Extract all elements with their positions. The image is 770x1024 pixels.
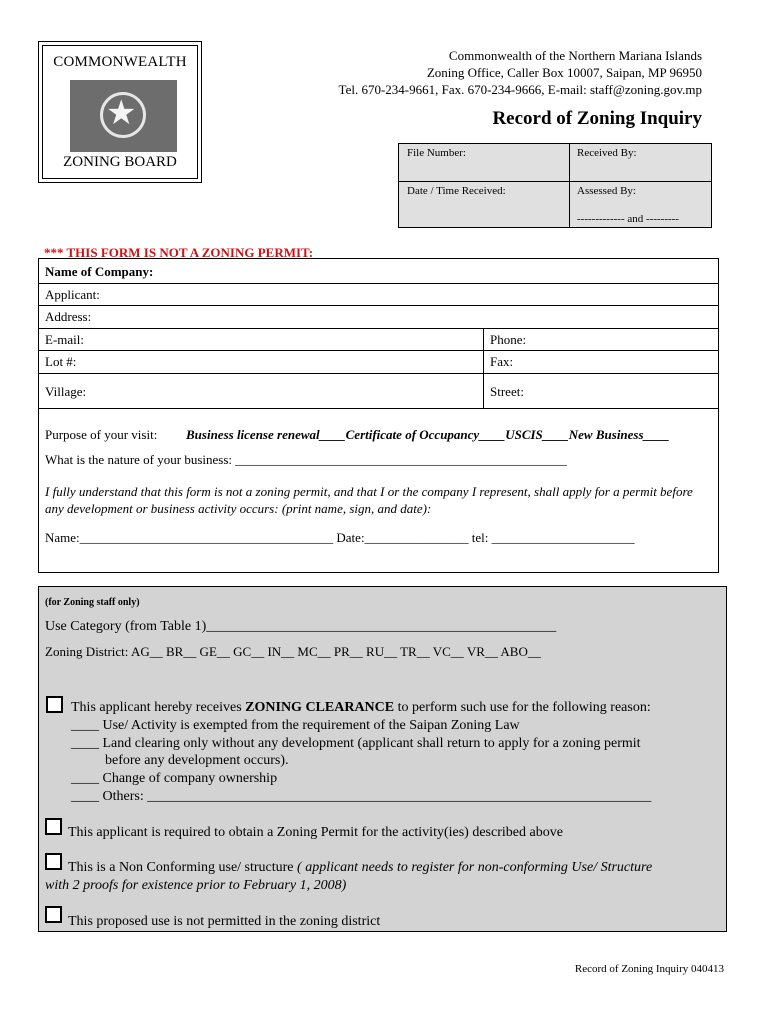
lot-field[interactable]: Lot #: bbox=[45, 354, 77, 369]
permit-required-text: This applicant is required to obtain a Zoning Permit for the activity(ies) described above bbox=[68, 825, 563, 840]
reason-exempted[interactable]: ____ Use/ Activity is exempted from the requirement of the Saipan Zoning Law bbox=[71, 718, 520, 733]
logo-line-2: ZONING BOARD bbox=[63, 154, 177, 170]
village-field[interactable]: Village: bbox=[45, 384, 87, 399]
use-category-field[interactable]: Use Category (from Table 1)__________________________________________________ bbox=[45, 619, 557, 634]
applicant-section bbox=[38, 258, 719, 573]
nonconforming-text: This is a Non Conforming use/ structure ( applicant needs to register for non-conforming Use/ Structure bbox=[68, 860, 653, 875]
nonconforming-checkbox[interactable] bbox=[45, 853, 62, 870]
logo-flag bbox=[70, 80, 177, 152]
zoning-board-logo bbox=[38, 41, 202, 183]
assessed-by-label: Assessed By: bbox=[577, 185, 636, 197]
nonconforming-text-cont: with 2 proofs for existence prior to February 1, 2008) bbox=[45, 878, 347, 893]
purpose-label: Purpose of your visit: bbox=[45, 427, 158, 442]
not-a-permit-warning: *** THIS FORM IS NOT A ZONING PERMIT: bbox=[44, 245, 314, 260]
acknowledgement-statement: I fully understand that this form is not a zoning permit, and that I or the company I represent, shall apply for a permit before any development or business activity occurs: (print name, sign, and date): bbox=[45, 484, 693, 516]
reason-land-clearing[interactable]: ____ Land clearing only without any development (applicant shall return to apply for a zoning permit bbox=[71, 736, 641, 751]
zoning-staff-section bbox=[38, 586, 727, 932]
file-number-label: File Number: bbox=[407, 147, 466, 159]
company-name-field[interactable]: Name of Company: bbox=[45, 264, 154, 279]
permit-required-checkbox[interactable] bbox=[45, 818, 62, 835]
header-line-3: Tel. 670-234-9661, Fax. 670-234-9666, E-mail: staff@zoning.gov.mp bbox=[338, 82, 702, 97]
header-line-1: Commonwealth of the Northern Mariana Islands bbox=[448, 48, 702, 63]
reason-ownership-change[interactable]: ____ Change of company ownership bbox=[71, 771, 278, 786]
email-field[interactable]: E-mail: bbox=[45, 332, 84, 347]
received-by-label: Received By: bbox=[577, 147, 637, 159]
reason-others[interactable]: ____ Others: ________________________________________________________________________ bbox=[71, 789, 652, 804]
street-field[interactable]: Street: bbox=[490, 384, 524, 399]
name-date-tel-line[interactable]: Name:_______________________________________ Date:________________ tel: ______________________ bbox=[45, 530, 635, 545]
business-nature-field[interactable]: What is the nature of your business: ___________________________________________________ bbox=[45, 452, 567, 467]
purpose-options[interactable]: Business license renewal____Certificate of Occupancy____USCIS____New Business____ bbox=[186, 427, 670, 442]
fax-field[interactable]: Fax: bbox=[490, 354, 514, 369]
not-permitted-text: This proposed use is not permitted in the zoning district bbox=[68, 914, 381, 929]
zoning-clearance-checkbox[interactable] bbox=[46, 696, 63, 713]
date-time-received-label: Date / Time Received: bbox=[407, 185, 506, 197]
office-use-box bbox=[398, 143, 712, 228]
header-line-2: Zoning Office, Caller Box 10007, Saipan, MP 96950 bbox=[426, 65, 702, 80]
footer-form-id: Record of Zoning Inquiry 040413 bbox=[574, 963, 724, 975]
applicant-field[interactable]: Applicant: bbox=[45, 287, 100, 302]
logo-line-1: COMMONWEALTH bbox=[53, 54, 187, 70]
address-field[interactable]: Address: bbox=[45, 309, 92, 324]
zoning-clearance-text: This applicant hereby receives ZONING CLEARANCE to perform such use for the following reason: bbox=[71, 700, 651, 715]
zoning-district-field[interactable]: Zoning District: AG__ BR__ GE__ GC__ IN__ MC__ PR__ RU__ TR__ VC__ VR__ ABO__ bbox=[45, 644, 541, 659]
not-permitted-checkbox[interactable] bbox=[45, 906, 62, 923]
phone-field[interactable]: Phone: bbox=[490, 332, 527, 347]
staff-only-heading: (for Zoning staff only) bbox=[45, 597, 140, 608]
assessed-by-line: ------------- and --------- bbox=[577, 213, 679, 225]
page-title: Record of Zoning Inquiry bbox=[492, 108, 702, 129]
star-icon: ★ bbox=[106, 93, 137, 133]
reason-land-clearing-cont: before any development occurs). bbox=[105, 753, 289, 768]
